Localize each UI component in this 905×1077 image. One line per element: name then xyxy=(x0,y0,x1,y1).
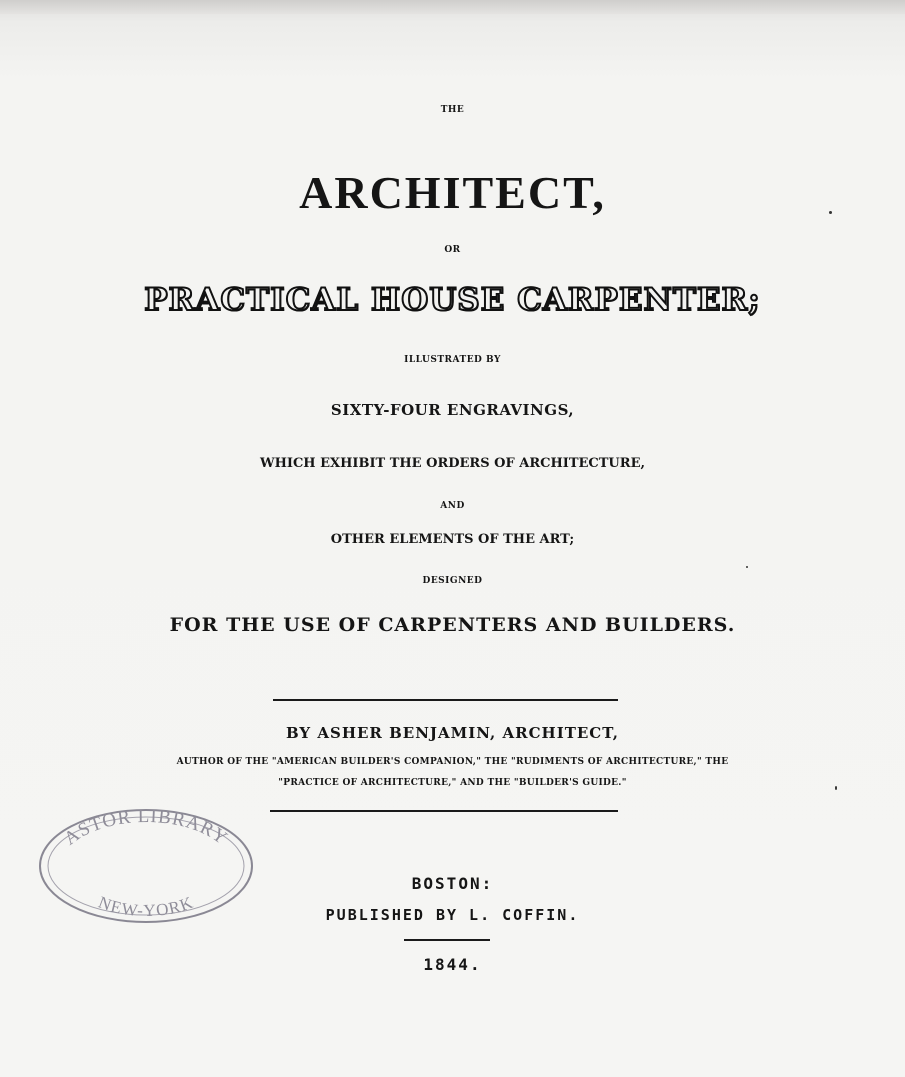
paper-speck xyxy=(835,786,837,790)
engravings-line: SIXTY-FOUR ENGRAVINGS, xyxy=(330,401,575,419)
page-top-edge xyxy=(0,0,905,14)
exhibit-line: WHICH EXHIBIT THE ORDERS OF ARCHITECTURE, xyxy=(259,456,646,471)
author-byline: BY ASHER BENJAMIN, ARCHITECT, xyxy=(286,724,619,742)
or-label: OR xyxy=(444,245,461,255)
designed-label: DESIGNED xyxy=(422,576,483,586)
author-credits-line1: AUTHOR OF THE "AMERICAN BUILDER'S COMPANION," THE "RUDIMENTS OF ARCHITECTURE," THE xyxy=(176,757,729,767)
stamp-top-text: ASTOR LIBRARY xyxy=(60,805,232,850)
lower-rule xyxy=(270,810,618,812)
stamp-bottom-text: NEW-YORK xyxy=(95,892,197,921)
main-title: ARCHITECT, xyxy=(299,167,606,218)
elements-line: OTHER ELEMENTS OF THE ART; xyxy=(330,532,575,547)
author-credits-line2: "PRACTICE OF ARCHITECTURE," AND THE "BUILDER'S GUIDE." xyxy=(278,778,627,788)
imprint-publisher: PUBLISHED BY L. COFFIN. xyxy=(325,906,580,924)
imprint-rule xyxy=(404,939,490,941)
upper-rule xyxy=(273,699,618,701)
imprint-year: 1844. xyxy=(423,955,482,974)
svg-text:ASTOR LIBRARY xyxy=(60,806,231,850)
imprint-city: BOSTON: xyxy=(411,874,494,893)
and-label: AND xyxy=(440,501,465,511)
paper-speck xyxy=(829,211,832,214)
use-line: FOR THE USE OF CARPENTERS AND BUILDERS. xyxy=(169,614,736,636)
subtitle: PRACTICAL HOUSE CARPENTER; xyxy=(144,282,761,318)
paper-speck xyxy=(746,566,748,568)
the-label: THE xyxy=(440,105,465,115)
illustrated-by-label: ILLUSTRATED BY xyxy=(404,355,501,365)
